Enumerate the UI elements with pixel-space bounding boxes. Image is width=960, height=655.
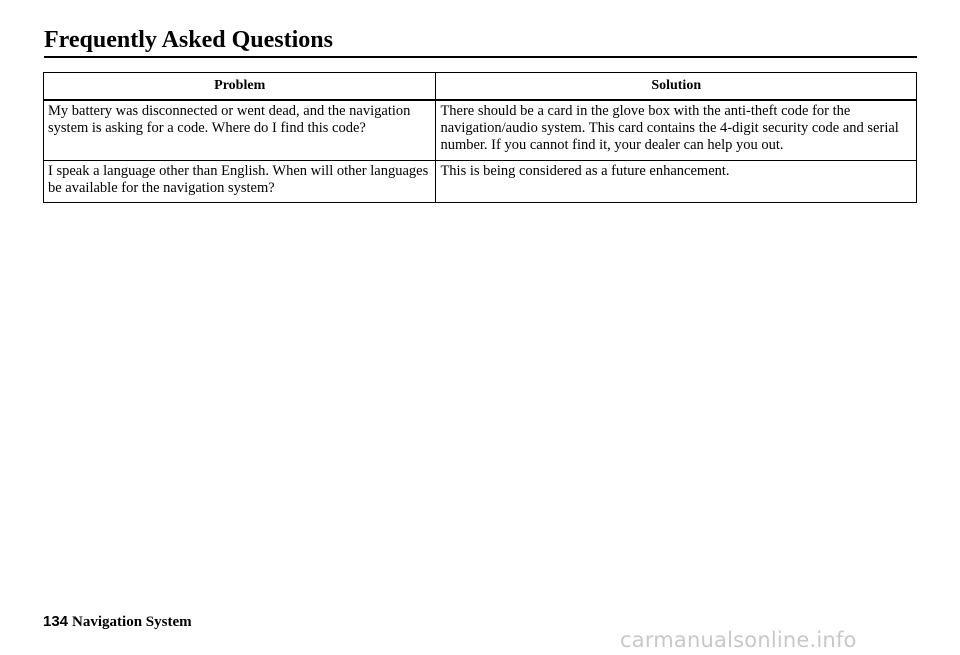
page-number: 134 bbox=[43, 613, 69, 630]
page-title: Frequently Asked Questions bbox=[44, 27, 333, 53]
header-solution: Solution bbox=[436, 73, 917, 101]
table-row bbox=[44, 161, 917, 203]
faq-table bbox=[43, 72, 917, 203]
problem-cell: My battery was disconnected or went dead, and the navigation system is asking for a code. Where do I find this code? bbox=[44, 100, 436, 161]
solution-cell: There should be a card in the glove box with the anti-theft code for the navigation/audio system. This card contains the 4-digit security code and serial number. If you cannot find it, your dealer can help you out. bbox=[436, 100, 917, 161]
problem-cell: I speak a language other than English. When will other languages be available for the navigation system? bbox=[44, 161, 436, 203]
title-rule bbox=[44, 56, 917, 58]
footer-section-label: Navigation System bbox=[72, 614, 192, 630]
table-row bbox=[44, 100, 917, 161]
table-header-row bbox=[44, 73, 917, 101]
page-footer bbox=[43, 613, 192, 633]
header-problem: Problem bbox=[44, 73, 436, 101]
solution-cell: This is being considered as a future enhancement. bbox=[436, 161, 917, 203]
watermark: carmanualsonline.info bbox=[620, 628, 857, 652]
